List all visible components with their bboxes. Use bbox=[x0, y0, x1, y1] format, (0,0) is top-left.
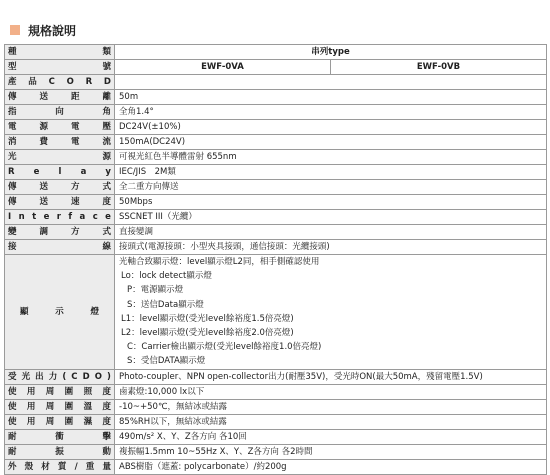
table-row bbox=[5, 399, 547, 414]
row-label-text: 傳 送 方 式 bbox=[8, 182, 111, 192]
row-label-text: 外 殼 材 質 / 重 量 bbox=[8, 461, 111, 472]
header-label-kind bbox=[5, 45, 115, 60]
row-label bbox=[5, 165, 115, 180]
row-label-text: 使 用 周 圍 照 度 bbox=[8, 386, 111, 397]
row-label-text: I n t e r f a c e bbox=[8, 212, 111, 222]
table-row bbox=[5, 384, 547, 399]
table-row bbox=[5, 135, 547, 150]
display-lamp-item: L1：level顯示燈(受光level餘裕度1.5倍亮燈) bbox=[121, 313, 294, 324]
row-label-text: 接 線 bbox=[8, 242, 111, 252]
table-row bbox=[5, 105, 547, 120]
table-row bbox=[5, 459, 547, 474]
display-lamp-item: S：送信Data顯示燈 bbox=[127, 299, 204, 310]
row-value: 鹵素燈:10,000 lx以下 bbox=[115, 384, 547, 399]
display-lamp-item: 光軸合致顯示燈：level顯示燈L2同，相手側確認使用 bbox=[119, 257, 320, 267]
row-label bbox=[5, 180, 115, 195]
row-value: 85%RH以下，無結冰或結露 bbox=[115, 414, 547, 429]
row-value: 可視光紅色半導體雷射 655nm bbox=[115, 150, 547, 165]
row-value: IEC/JIS 2M類 bbox=[115, 165, 547, 180]
row-label bbox=[5, 120, 115, 135]
row-value: 490m/s² X、Y、Z各方向 各10回 bbox=[115, 429, 547, 444]
display-lamp-item: Lo：lock detect顯示燈 bbox=[121, 271, 212, 282]
row-label bbox=[5, 369, 115, 384]
row-label-text: 消 費 電 流 bbox=[8, 137, 111, 147]
table-row bbox=[5, 414, 547, 429]
row-value: Photo-coupler、NPN open-collector出力(耐壓35V)，受光時ON(最大50mA，殘留電壓1.5V) bbox=[115, 369, 547, 384]
row-label-text: 使 用 周 圍 濕 度 bbox=[8, 416, 111, 427]
table-row bbox=[5, 120, 547, 135]
display-lamp-list bbox=[115, 255, 547, 370]
row-label bbox=[5, 135, 115, 150]
table-row bbox=[5, 75, 547, 90]
row-label bbox=[5, 90, 115, 105]
row-value: ABS樹脂（遮蓋: polycarbonate）/約200g bbox=[115, 459, 547, 474]
row-value: 50Mbps bbox=[115, 195, 547, 210]
row-label-text: 光 源 bbox=[8, 152, 111, 162]
row-label-text: 指 向 角 bbox=[8, 107, 111, 117]
page-title: 規格說明 bbox=[28, 23, 77, 38]
table-row bbox=[5, 210, 547, 225]
row-label bbox=[5, 150, 115, 165]
table-header-row bbox=[5, 45, 547, 60]
row-value bbox=[115, 75, 547, 90]
row-label bbox=[5, 105, 115, 120]
table-row bbox=[5, 444, 547, 459]
row-label-text: 耐 振 動 bbox=[8, 446, 111, 457]
model-b: EWF-0VB bbox=[331, 60, 547, 75]
title-marker bbox=[10, 25, 20, 35]
row-label-text: 傳 送 速 度 bbox=[8, 197, 111, 207]
row-label bbox=[5, 210, 115, 225]
row-value: 全二重方向傳送 bbox=[115, 180, 547, 195]
row-label-text: 受 光 出 力 ( C D O ) bbox=[8, 371, 111, 382]
row-label-text: 使 用 周 圍 溫 度 bbox=[8, 401, 111, 412]
table-row bbox=[5, 369, 547, 384]
display-lamp-item: L2：level顯示燈(受光level餘裕度2.0倍亮燈) bbox=[121, 328, 294, 339]
row-label bbox=[5, 384, 115, 399]
table-row bbox=[5, 165, 547, 180]
table-row bbox=[5, 195, 547, 210]
row-label bbox=[5, 459, 115, 474]
table-row bbox=[5, 90, 547, 105]
header-series: 串列type bbox=[115, 45, 547, 60]
spec-table bbox=[4, 44, 547, 475]
row-label-text: 傳 送 距 離 bbox=[8, 92, 111, 102]
display-lamp-row bbox=[5, 255, 547, 370]
row-label bbox=[5, 240, 115, 255]
table-row bbox=[5, 240, 547, 255]
row-label bbox=[5, 399, 115, 414]
page-title-bar bbox=[10, 21, 76, 39]
table-row bbox=[5, 225, 547, 240]
row-value: 全角1.4° bbox=[115, 105, 547, 120]
row-label bbox=[5, 444, 115, 459]
model-a: EWF-0VA bbox=[115, 60, 331, 75]
table-header-row-model bbox=[5, 60, 547, 75]
header-label-kind-text: 種 類 bbox=[8, 47, 111, 57]
row-label bbox=[5, 75, 115, 90]
row-value: -10~+50℃，無結冰或結露 bbox=[115, 399, 547, 414]
display-lamp-item: S：受信DATA顯示燈 bbox=[127, 356, 206, 367]
row-label bbox=[5, 195, 115, 210]
row-label-text: R e l a y bbox=[8, 167, 111, 177]
row-label bbox=[5, 429, 115, 444]
row-value: 直接變調 bbox=[115, 225, 547, 240]
row-label-text: 產 品 C O R D bbox=[8, 77, 111, 87]
display-lamp-item: C：Carrier檢出顯示燈(受光level餘裕度1.0倍亮燈) bbox=[127, 342, 322, 353]
row-label-text: 耐 衝 擊 bbox=[8, 431, 111, 442]
row-label bbox=[5, 225, 115, 240]
display-lamp-label-text: 顯 示 燈 bbox=[20, 306, 99, 317]
header-label-model-text: 型 號 bbox=[8, 62, 111, 72]
row-value: 150mA(DC24V) bbox=[115, 135, 547, 150]
row-value: 50m bbox=[115, 90, 547, 105]
row-value: SSCNET III（光纜） bbox=[115, 210, 547, 225]
table-row bbox=[5, 429, 547, 444]
table-row bbox=[5, 150, 547, 165]
row-value: DC24V(±10%) bbox=[115, 120, 547, 135]
row-label-text: 電 源 電 壓 bbox=[8, 122, 111, 132]
row-label bbox=[5, 414, 115, 429]
display-lamp-item: P：電源顯示燈 bbox=[127, 285, 184, 296]
row-label-text: 變 調 方 式 bbox=[8, 227, 111, 237]
row-value: 接頭式(電源接頭：小型夾具接頭，通信接頭：光纜接頭) bbox=[115, 240, 547, 255]
table-row bbox=[5, 180, 547, 195]
header-label-model bbox=[5, 60, 115, 75]
row-value: 複振幅1.5mm 10~55Hz X、Y、Z各方向 各2時間 bbox=[115, 444, 547, 459]
display-lamp-label bbox=[5, 255, 115, 370]
